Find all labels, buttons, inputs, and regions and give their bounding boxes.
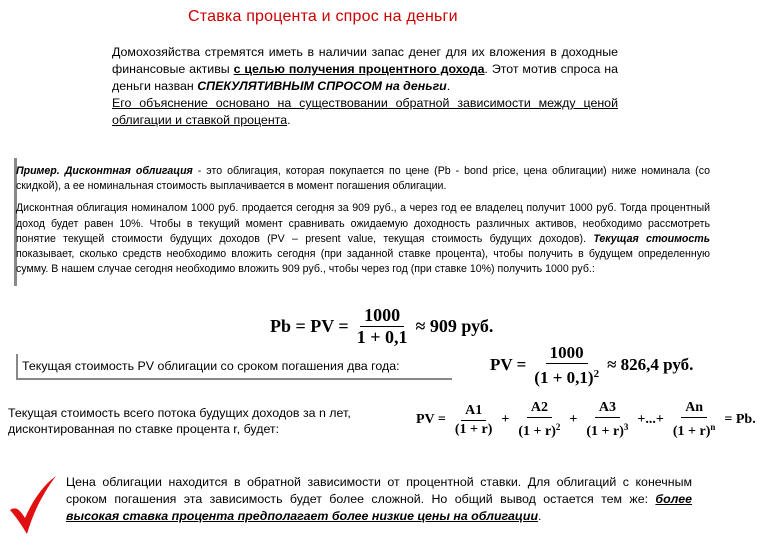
formula-lhs: PV = xyxy=(416,412,446,427)
conclusion-text xyxy=(66,474,692,525)
term-numerator: A2 xyxy=(527,400,552,418)
term-numerator: A1 xyxy=(461,403,486,421)
denominator-exponent: n xyxy=(710,422,716,432)
stream-term-1 xyxy=(451,403,497,438)
formula-result: ≈ 909 руб. xyxy=(415,315,494,336)
conclusion-text-run: Цена облигации находится в обратной зависимости от процентной ставки. Для облигаций с конечным сроком погашения эта зависимость будет более сложной. Но общий вывод остается тем же: xyxy=(66,475,692,506)
fraction-denominator: 1 + 0,1 xyxy=(356,326,408,347)
conclusion-text-run: . xyxy=(538,509,542,523)
intro-text-run: . Этот мотив спроса на деньги назван xyxy=(112,62,619,93)
term-denominator xyxy=(514,418,564,440)
intro-text xyxy=(112,44,618,129)
denominator-base: (1 + r) xyxy=(586,424,624,439)
fraction-numerator: 1000 xyxy=(360,306,404,327)
stream-label: Текущая стоимость всего потока будущих доходов за n лет, дисконтированная по ставке процента r, будет: xyxy=(8,406,351,436)
inverse-relation-statement: Его объяснение основано на существовании обратной зависимости между ценой облигации и ставкой процента xyxy=(112,96,618,127)
stream-term-3 xyxy=(582,400,632,440)
denominator-exponent: 2 xyxy=(593,368,600,380)
formula-income-stream xyxy=(413,399,759,441)
example-text-run: - это облигация, которая покупается по цене (Pb - bond price, цена облигации) ниже номинала (со скидкой), а ее номинальная стоимость выплачивается в момент погашения облигации. xyxy=(16,165,711,193)
denominator-base: (1 + r) xyxy=(454,421,493,437)
formula-result: ≈ 826,4 руб. xyxy=(607,355,694,374)
intro-paragraph-2 xyxy=(112,95,618,129)
term-numerator: A3 xyxy=(595,400,620,418)
red-checkmark-icon xyxy=(8,474,58,536)
example-paragraph-2 xyxy=(16,201,710,277)
formula-fraction xyxy=(353,306,412,347)
pv-two-years-label: Текущая стоимость PV облигации со сроком погашения два года: xyxy=(22,359,400,373)
present-value-term: Текущая стоимость xyxy=(593,232,710,245)
speculative-demand-term: СПЕКУЛЯТИВНЫМ СПРОСОМ на деньги xyxy=(197,79,447,93)
example-text-run: Дисконтная облигация номиналом 1000 руб. продается сегодня за 909 руб., а через год ее владелец получит 1000 руб. Тогда процентный доход будет равен 10%. Чтобы в текущий момент сравнивать ожидаемую доходность различных активов, необходимо рассмотреть понятие текущей стоимости будущих доходов (PV – present value, текущая стоимость будущих доходов). xyxy=(16,202,710,245)
fraction-denominator xyxy=(530,364,603,387)
denominator-base: (1 + r) xyxy=(672,424,711,439)
page-title: Ставка процента и спрос на деньги xyxy=(188,8,458,25)
conclusion-emphasis: более высокая ставка процента предполагает более низкие цены на облигации xyxy=(66,492,692,523)
term-denominator xyxy=(451,421,497,438)
denominator-base: (1 + 0,1) xyxy=(534,368,594,387)
formula-lhs: Pb = PV = xyxy=(270,315,349,336)
fraction-numerator: 1000 xyxy=(546,343,588,364)
formula-bond-price xyxy=(270,306,493,346)
example-paragraph-1 xyxy=(16,164,710,194)
income-goal-emphasis: с целью получения процентного дохода xyxy=(233,62,485,76)
formula-fraction xyxy=(530,343,603,387)
denominator-exponent: 2 xyxy=(555,422,561,432)
term-denominator xyxy=(582,418,632,440)
term-denominator xyxy=(669,418,720,440)
example-lead: Пример. Дисконтная облигация xyxy=(16,165,193,177)
formula-pv-two-years xyxy=(490,345,693,385)
intro-paragraph-1 xyxy=(112,44,618,95)
intro-text-run: . xyxy=(446,79,451,93)
ellipsis-sign: +...+ xyxy=(637,412,664,427)
denominator-exponent: 3 xyxy=(623,422,629,432)
example-text xyxy=(16,164,710,284)
example-text-run: показывает, сколько средств необходимо вложить сегодня (при заданной ставке процента), чтобы получить в будущем определенную сумму. В нашем случае сегодня необходимо вложить 909 руб., чтобы через год (при ставке 10%) получить 1000 руб.: xyxy=(16,248,710,276)
intro-text-run: Домохозяйства стремятся иметь в наличии запас денег для их вложения в доходные финансовые активы xyxy=(112,45,618,76)
intro-text-run: . xyxy=(287,113,291,127)
denominator-base: (1 + r) xyxy=(518,424,556,439)
term-numerator: An xyxy=(681,400,707,418)
stream-term-2 xyxy=(514,400,564,440)
plus-sign: + xyxy=(569,412,578,427)
plus-sign: + xyxy=(501,412,510,427)
formula-lhs: PV = xyxy=(490,355,527,374)
formula-result: = Pb. xyxy=(724,412,756,427)
stream-term-n xyxy=(669,400,720,440)
